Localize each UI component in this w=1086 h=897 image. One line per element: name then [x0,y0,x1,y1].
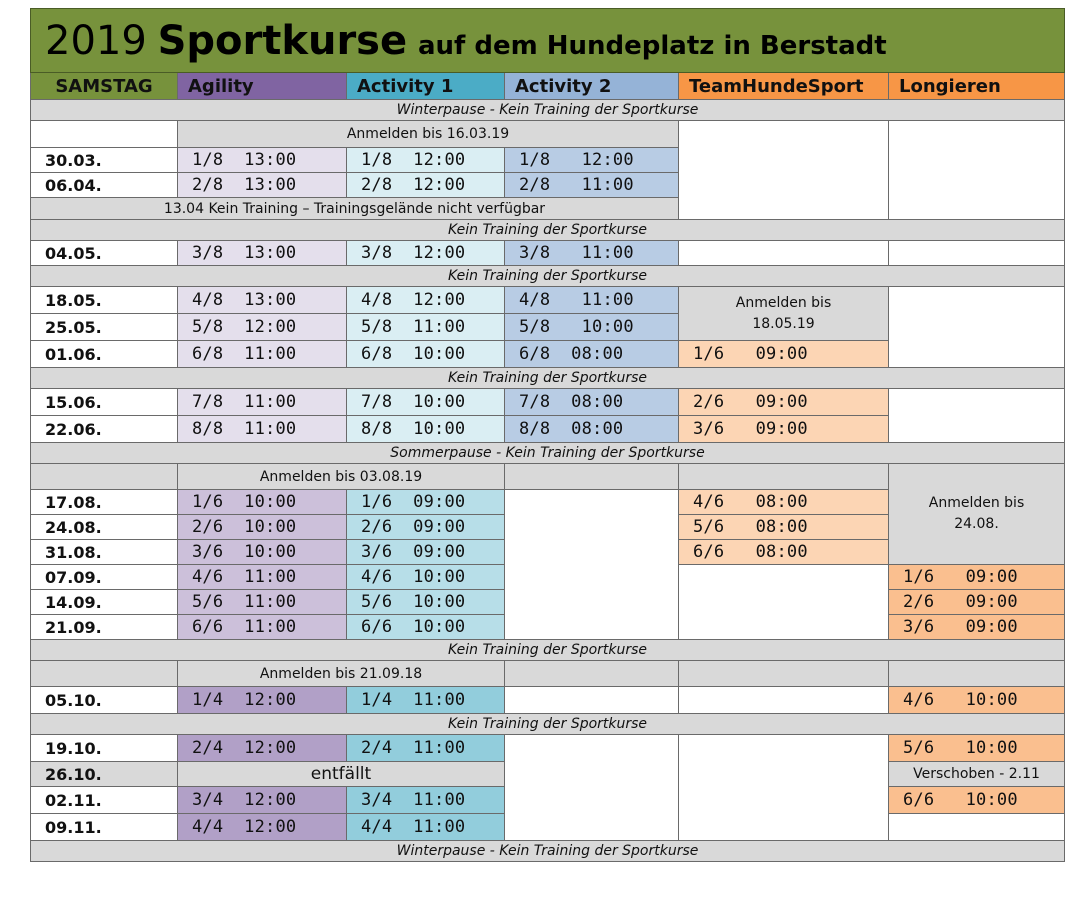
activity1-cell: 1/6 09:00 [347,490,505,515]
date-cell: 25.05. [31,314,178,341]
header-activity2: Activity 2 [505,73,679,100]
date-cell: 30.03. [31,148,178,173]
agility-cell: 1/4 12:00 [178,687,347,714]
empty-cell [505,687,679,714]
agility-cell: 3/6 10:00 [178,540,347,565]
date-cell: 15.06. [31,389,178,416]
date-cell: 17.08. [31,490,178,515]
date-cell: 04.05. [31,241,178,266]
activity2-cell: 2/8 11:00 [505,173,679,198]
activity2-cell: 7/8 08:00 [505,389,679,416]
note-verschoben: Verschoben - 2.11 [889,762,1065,787]
activity1-cell: 7/8 10:00 [347,389,505,416]
note-kein-training: Kein Training der Sportkurse [31,714,1065,735]
activity1-cell: 8/8 10:00 [347,416,505,443]
activity1-cell: 3/8 12:00 [347,241,505,266]
note-anmelden-2408 [889,464,1065,565]
team-cell: 2/6 09:00 [679,389,889,416]
date-cell: 21.09. [31,615,178,640]
team-cell: 3/6 09:00 [679,416,889,443]
date-cell: 19.10. [31,735,178,762]
agility-cell: 2/4 12:00 [178,735,347,762]
agility-cell: 6/8 11:00 [178,341,347,368]
title-sub: auf dem Hundeplatz in Berstadt [417,30,887,61]
agility-cell: 1/6 10:00 [178,490,347,515]
title-banner [31,9,1065,73]
agility-cell: 5/6 11:00 [178,590,347,615]
date-cell: 24.08. [31,515,178,540]
date-cell: 01.06. [31,341,178,368]
note-anmelden-1603: Anmelden bis 16.03.19 [178,121,679,148]
note-kein-training: Kein Training der Sportkurse [31,220,1065,241]
activity1-cell: 2/4 11:00 [347,735,505,762]
empty-cell [505,464,679,490]
empty-cell [505,735,679,841]
activity2-cell: 4/8 11:00 [505,287,679,314]
note-anmelden-2408-text: Anmelden bis 24.08. [928,495,1025,532]
activity2-cell: 8/8 08:00 [505,416,679,443]
empty-cell [889,241,1065,266]
header-agility: Agility [178,73,347,100]
longieren-cell: 4/6 10:00 [889,687,1065,714]
activity1-cell: 4/4 11:00 [347,814,505,841]
activity2-cell: 5/8 10:00 [505,314,679,341]
activity1-cell: 2/8 12:00 [347,173,505,198]
longieren-cell: 5/6 10:00 [889,735,1065,762]
date-cell: 06.04. [31,173,178,198]
empty-cell [679,735,889,841]
note-winterpause-start: Winterpause - Kein Training der Sportkurse [31,100,1065,121]
empty-cell [679,661,889,687]
agility-cell: 5/8 12:00 [178,314,347,341]
empty-cell [679,121,889,220]
empty-cell [679,687,889,714]
longieren-cell: 3/6 09:00 [889,615,1065,640]
note-sommerpause: Sommerpause - Kein Training der Sportkurse [31,443,1065,464]
empty-cell [679,464,889,490]
activity2-cell: 6/8 08:00 [505,341,679,368]
note-kein-1304: 13.04 Kein Training – Trainingsgelände nicht verfügbar [31,198,679,220]
longieren-cell: 2/6 09:00 [889,590,1065,615]
activity1-cell: 5/6 10:00 [347,590,505,615]
date-cell: 22.06. [31,416,178,443]
agility-cell: 2/6 10:00 [178,515,347,540]
date-cell: 18.05. [31,287,178,314]
date-cell: 05.10. [31,687,178,714]
empty-cell [889,287,1065,368]
agility-cell: 2/8 13:00 [178,173,347,198]
note-anmelden-1805 [679,287,889,341]
agility-cell: 4/6 11:00 [178,565,347,590]
empty-cell [31,661,178,687]
activity1-cell: 6/6 10:00 [347,615,505,640]
activity1-cell: 3/6 09:00 [347,540,505,565]
longieren-cell: 1/6 09:00 [889,565,1065,590]
title-main: Sportkurse [157,17,408,64]
agility-cell: 3/4 12:00 [178,787,347,814]
note-kein-training: Kein Training der Sportkurse [31,368,1065,389]
empty-cell [31,121,178,148]
empty-cell [505,490,679,640]
header-longieren: Longieren [889,73,1065,100]
agility-cell: 1/8 13:00 [178,148,347,173]
date-cell: 07.09. [31,565,178,590]
agility-cell: 7/8 11:00 [178,389,347,416]
note-anmelden-2109: Anmelden bis 21.09.18 [178,661,505,687]
empty-cell [889,814,1065,841]
empty-cell [505,661,679,687]
empty-cell [889,661,1065,687]
date-cell: 09.11. [31,814,178,841]
empty-cell [679,241,889,266]
empty-cell [679,565,889,640]
note-anmelden-1805-text: Anmelden bis 18.05.19 [735,294,832,332]
longieren-cell: 6/6 10:00 [889,787,1065,814]
activity2-cell: 1/8 12:00 [505,148,679,173]
note-kein-training: Kein Training der Sportkurse [31,640,1065,661]
activity1-cell: 4/8 12:00 [347,287,505,314]
team-cell: 6/6 08:00 [679,540,889,565]
header-day: SAMSTAG [31,73,178,100]
activity1-cell: 4/6 10:00 [347,565,505,590]
activity1-cell: 3/4 11:00 [347,787,505,814]
agility-cell: 8/8 11:00 [178,416,347,443]
date-cell: 31.08. [31,540,178,565]
empty-cell [889,389,1065,443]
note-kein-training: Kein Training der Sportkurse [31,266,1065,287]
date-cell: 02.11. [31,787,178,814]
agility-cell: 3/8 13:00 [178,241,347,266]
agility-cell: 6/6 11:00 [178,615,347,640]
activity1-cell: 2/6 09:00 [347,515,505,540]
team-cell: 1/6 09:00 [679,341,889,368]
activity1-cell: 5/8 11:00 [347,314,505,341]
activity1-cell: 6/8 10:00 [347,341,505,368]
team-cell: 4/6 08:00 [679,490,889,515]
empty-cell [889,121,1065,220]
note-winterpause-end: Winterpause - Kein Training der Sportkurse [31,841,1065,862]
title-year: 2019 [45,17,147,64]
header-activity1: Activity 1 [347,73,505,100]
team-cell: 5/6 08:00 [679,515,889,540]
date-cell: 14.09. [31,590,178,615]
schedule-table [30,8,1065,862]
agility-cell: 4/8 13:00 [178,287,347,314]
note-entfaellt: entfällt [178,762,505,787]
activity2-cell: 3/8 11:00 [505,241,679,266]
note-anmelden-0308: Anmelden bis 03.08.19 [178,464,505,490]
header-team: TeamHundeSport [679,73,889,100]
activity1-cell: 1/8 12:00 [347,148,505,173]
empty-cell [31,464,178,490]
date-cell: 26.10. [31,762,178,787]
agility-cell: 4/4 12:00 [178,814,347,841]
activity1-cell: 1/4 11:00 [347,687,505,714]
